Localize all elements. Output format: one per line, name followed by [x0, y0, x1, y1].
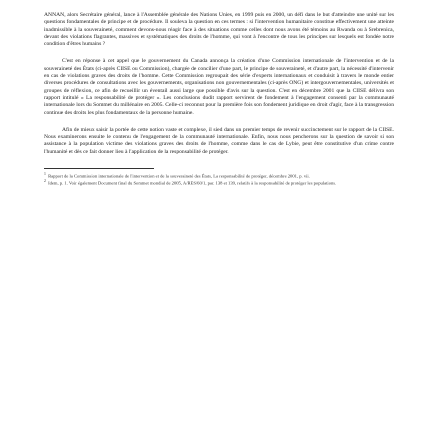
footnote-separator [44, 168, 154, 169]
footnotes [44, 172, 394, 186]
footnote [44, 172, 394, 179]
footnote-number: 2 [44, 179, 46, 184]
footnote-number: 1 [44, 172, 46, 177]
body-paragraph: ANNAN, alors Secrétaire général, lance à l'Assemblée générale des Nations Unies, en 1999 puis en 2000, un défi dans le but d'atteindre une unité sur les questions fondamentales de principe et de procédure. Il souleva la question en ces termes : si l'intervention humanitaire constitue effectivement une atteinte inadmissible à la souveraineté, comment devons-nous réagir face à des situations comme celles dont nous avons été témoins au Rwanda ou à Srebrenica, devant des violations flagrantes, massives et systématiques des droits de l'homme, qui vont à l'encontre de tous les principes sur lesquels est fondée notre condition d'êtres humains ? [44, 12, 394, 48]
footnote-text: Rapport de la Commission internationale de l'intervention et de la souveraineté des États, La responsabilité de protéger, décembre 2001, p. vii. [48, 173, 310, 179]
footnote-text: Idem, p. 1. Voir également Document final du Sommet mondial de 2005, A/RES/60/1, par. 138 et 139, relatifs à la responsabilité de protéger les populations. [48, 180, 337, 186]
body-paragraph: C'est en réponse à cet appel que le gouvernement du Canada annonça la création d'une Commission internationale de l'intervention et de la souveraineté des États (ci-après CIISE ou Commission), chargée de concilier d'une part, le principe de souveraineté, et d'autre part, la nécessité d'intervenir en cas de violations graves des droits de l'homme. Cette Commission regroupait des série d'experts internationaux et conduisit à travers le monde entier diverses procédures de consultations avec les gouvernements, organisations non gouvernementales (ci-après ONG) et intergouvernementales, universités et groupes de réflexion, ce afin de recueillir un éventail aussi large que possible d'avis sur la question. C'est en décembre 2001 que la CIISE délivra son rapport intitulé « La responsabilité de protéger ». Les conclusions dudit rapport servirent de fondement à l'engagement consenti par la communauté internationale lors du Sommet du millénaire en 2005. Celle-ci reconnut pour la première fois son fondement juridique en droit d'agir, face à la transgression continue des droits les plus fondamentaux de la personne humaine. [44, 58, 394, 116]
body-paragraph: Afin de mieux saisir la portée de cette notion vaste et complexe, il sied dans un premier temps de revenir succinctement sur le rapport de la CIISE. Nous examinerons ensuite le contenu de l'engagement de la communauté internationale. Enfin, nous nous pencherons sur la question de savoir si son assistance à la population victime des violations graves des droits de l'homme, comme dans le cas de Lybie, peut être constitutive d'un crime contre l'humanité et dès ce fait donner lieu à l'application de la responsabilité de protéger. [44, 126, 394, 155]
footnote [44, 179, 394, 186]
